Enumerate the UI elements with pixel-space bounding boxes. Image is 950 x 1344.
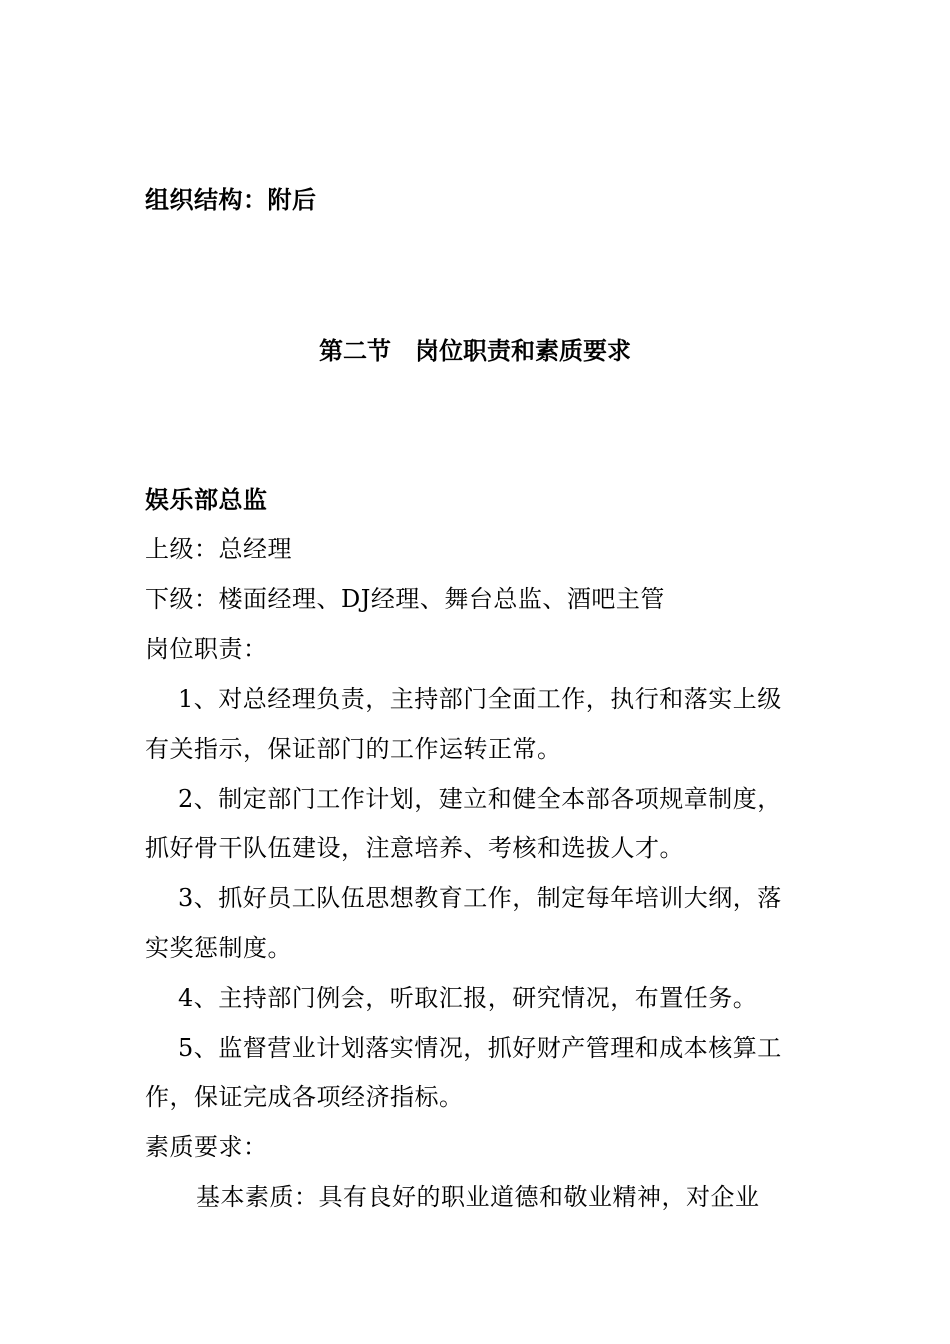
- quality-heading: 素质要求：: [145, 1133, 268, 1161]
- duty-2-line-1: 2、制定部门工作计划，建立和健全本部各项规章制度，: [178, 785, 782, 813]
- duty-1-line-2: 有关指示，保证部门的工作运转正常。: [145, 735, 562, 763]
- org-structure-line: 组织结构：附后: [145, 185, 317, 214]
- superior-line: 上级：总经理: [145, 535, 292, 563]
- duty-4-line-1: 4、主持部门例会，听取汇报，研究情况，布置任务。: [178, 984, 758, 1012]
- duty-5-line-2: 作，保证完成各项经济指标。: [145, 1083, 464, 1111]
- duties-heading: 岗位职责：: [145, 635, 268, 663]
- duty-3-line-1: 3、抓好员工队伍思想教育工作，制定每年培训大纲，落: [178, 884, 782, 912]
- duty-5-line-1: 5、监督营业计划落实情况，抓好财产管理和成本核算工: [178, 1034, 782, 1062]
- section-title: 第二节 岗位职责和素质要求: [319, 336, 631, 365]
- duty-3-line-2: 实奖惩制度。: [145, 934, 292, 962]
- role-title: 娱乐部总监: [145, 485, 268, 514]
- basic-quality-line: 基本素质：具有良好的职业道德和敬业精神，对企业: [196, 1183, 760, 1211]
- subordinates-line: 下级：楼面经理、DJ经理、舞台总监、酒吧主管: [145, 585, 665, 613]
- duty-1-line-1: 1、对总经理负责，主持部门全面工作，执行和落实上级: [178, 685, 782, 713]
- duty-2-line-2: 抓好骨干队伍建设，注意培养、考核和选拔人才。: [145, 834, 684, 862]
